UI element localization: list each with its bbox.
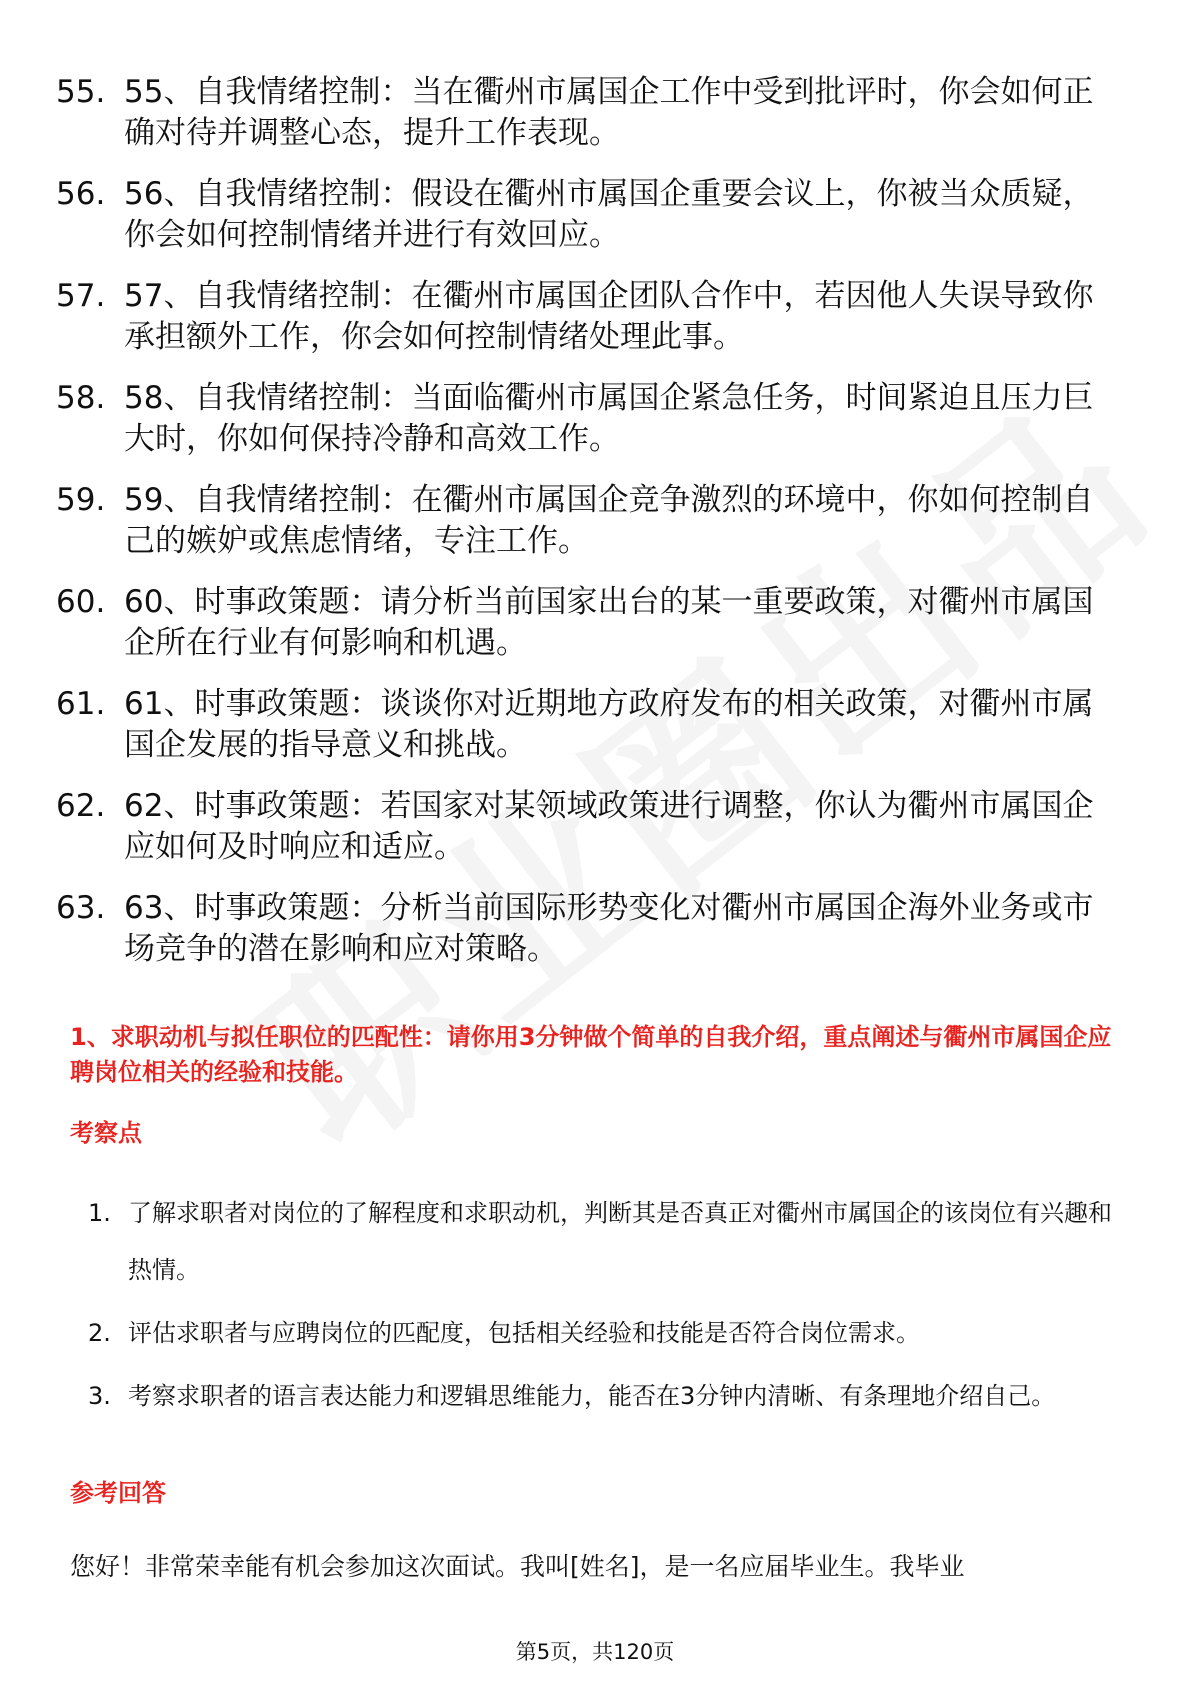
question-item [56,174,1116,256]
point-number: 2. [88,1319,111,1347]
question-item [56,582,1116,664]
point-text: 考察求职者的语言表达能力和逻辑思维能力，能否在3分钟内清晰、有条理地介绍自己。 [128,1382,1056,1410]
question-item [56,786,1116,868]
evaluation-point-list [70,1185,1130,1431]
question-item [56,378,1116,460]
question-number: 59. [56,482,106,518]
question-item [56,72,1116,154]
point-text: 评估求职者与应聘岗位的匹配度，包括相关经验和技能是否符合岗位需求。 [128,1319,920,1347]
question-text: 61、时事政策题：谈谈你对近期地方政府发布的相关政策，对衢州市属国企发展的指导意义和挑战。 [124,686,1094,763]
question-item [56,684,1116,766]
question-text: 55、自我情绪控制：当在衢州市属国企工作中受到批评时，你会如何正确对待并调整心态，提升工作表现。 [124,74,1094,151]
points-label: 考察点 [70,1119,142,1147]
question-text: 60、时事政策题：请分析当前国家出台的某一重要政策，对衢州市属国企所在行业有何影响和机遇。 [124,584,1094,661]
point-number: 1. [88,1199,111,1227]
question-text: 57、自我情绪控制：在衢州市属国企团队合作中，若因他人失误导致你承担额外工作，你会如何控制情绪处理此事。 [124,278,1094,355]
evaluation-point [70,1305,1130,1362]
answer-label: 参考回答 [70,1479,166,1507]
question-text: 63、时事政策题：分析当前国际形势变化对衢州市属国企海外业务或市场竞争的潜在影响和应对策略。 [124,890,1094,967]
question-number: 61. [56,686,106,722]
question-item [56,888,1116,970]
page-footer: 第5页，共120页 [515,1640,675,1664]
question-text: 56、自我情绪控制：假设在衢州市属国企重要会议上，你被当众质疑，你会如何控制情绪并进行有效回应。 [124,176,1094,253]
answer-text: 您好！非常荣幸能有机会参加这次面试。我叫[姓名]，是一名应届毕业生。我毕业 [70,1552,965,1581]
section-title: 1、求职动机与拟任职位的匹配性：请你用3分钟做个简单的自我介绍，重点阐述与衢州市属国企应聘岗位相关的经验和技能。 [70,1023,1112,1086]
question-number: 62. [56,788,106,824]
question-text: 62、时事政策题：若国家对某领域政策进行调整，你认为衢州市属国企应如何及时响应和适应。 [124,788,1094,865]
question-number: 63. [56,890,106,926]
question-text: 58、自我情绪控制：当面临衢州市属国企紧急任务，时间紧迫且压力巨大时，你如何保持冷静和高效工作。 [124,380,1094,457]
question-number: 55. [56,74,106,110]
question-list [56,72,1116,990]
question-number: 57. [56,278,106,314]
evaluation-point [70,1368,1130,1425]
evaluation-point [70,1185,1130,1299]
question-item [56,480,1116,562]
question-number: 56. [56,176,106,212]
question-text: 59、自我情绪控制：在衢州市属国企竞争激烈的环境中，你如何控制自己的嫉妒或焦虑情绪，专注工作。 [124,482,1094,559]
point-number: 3. [88,1382,111,1410]
question-number: 58. [56,380,106,416]
question-number: 60. [56,584,106,620]
point-text: 了解求职者对岗位的了解程度和求职动机，判断其是否真正对衢州市属国企的该岗位有兴趣和热情。 [128,1199,1112,1284]
question-item [56,276,1116,358]
